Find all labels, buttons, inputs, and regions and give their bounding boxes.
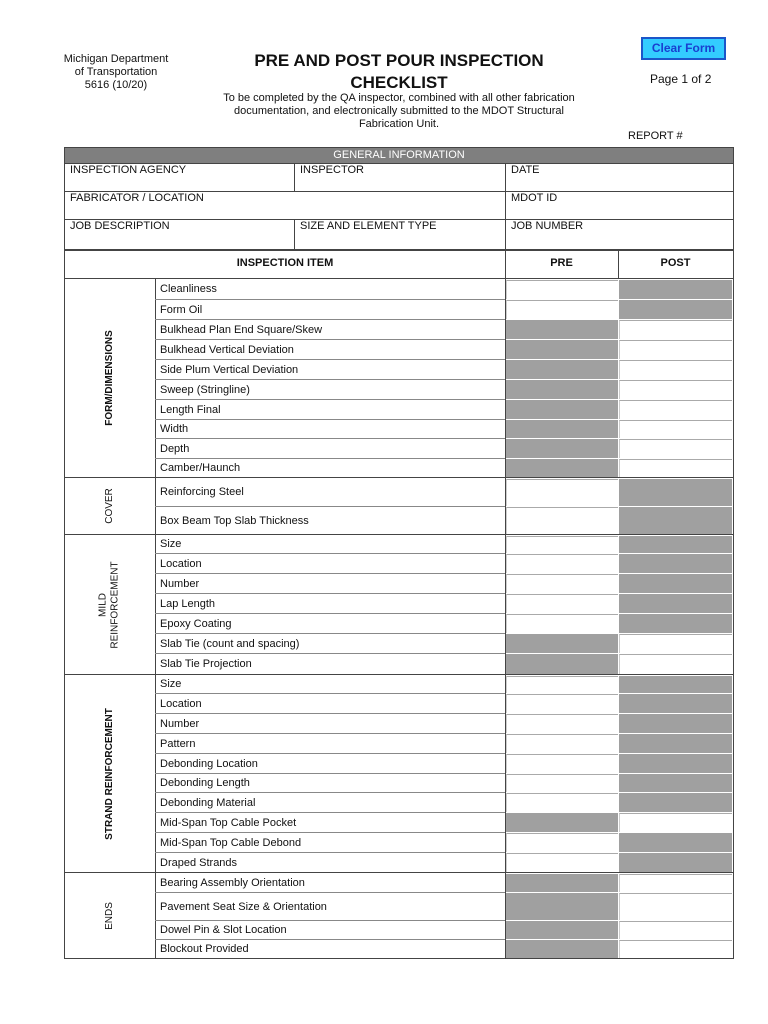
post-checkbox-cell [619,734,732,753]
pre-checkbox-cell [506,420,618,438]
clear-form-button[interactable]: Clear Form [641,37,726,60]
pre-checkbox-cell [506,320,618,339]
item-dowel-pin-slot-location: Dowel Pin & Slot Location [155,920,505,939]
post-checkbox-cell[interactable] [619,634,732,653]
instructions-line-2: documentation, and electronically submitted to the MDOT Structural [234,105,564,117]
post-checkbox-cell [619,694,732,713]
item-strand-size: Size [160,678,182,690]
post-checkbox-cell[interactable] [619,893,732,920]
item-mid-span-top-cable-debond: Mid-Span Top Cable Debond [155,832,505,852]
form-number: 5616 (10/20) [84,79,148,91]
pre-checkbox-cell[interactable] [506,594,618,613]
post-checkbox-cell [619,300,732,319]
inspection-agency-label: INSPECTION AGENCY [70,164,187,176]
pre-header: PRE [550,257,573,269]
page-number: Page 1 of 2 [650,72,712,86]
post-checkbox-cell[interactable] [619,439,732,458]
report-number-label: REPORT # [628,130,683,142]
title-line-2: CHECKLIST [350,73,448,92]
pre-checkbox-cell[interactable] [506,574,618,593]
item-debonding-material: Debonding Material [155,792,505,812]
section-label-ends [65,873,155,958]
post-checkbox-cell[interactable] [619,360,732,379]
item-slab-tie-projection: Slab Tie Projection [155,653,505,674]
instructions-line-1: To be completed by the QA inspector, combined with all other fabrication [223,92,575,104]
post-checkbox-cell [619,714,732,733]
pre-checkbox-cell[interactable] [506,833,618,852]
item-reinforcing-steel: Reinforcing Steel [160,486,244,498]
pre-checkbox-cell[interactable] [506,536,618,553]
post-checkbox-cell [619,614,732,633]
pre-checkbox-cell [506,340,618,359]
item-mild-location: Location [155,553,505,573]
post-checkbox-cell [619,536,732,553]
item-blockout-provided: Blockout Provided [155,939,505,958]
item-bulkhead-vertical-deviation: Bulkhead Vertical Deviation [155,339,505,359]
pre-checkbox-cell [506,940,618,958]
section-title-line-2: REINFORCEMENT [109,560,121,649]
post-checkbox-cell[interactable] [619,459,732,477]
pre-checkbox-cell [506,813,618,832]
post-checkbox-cell [619,574,732,593]
item-epoxy-coating: Epoxy Coating [155,613,505,633]
inspection-agency-field[interactable] [65,164,294,191]
section-title: ENDS [103,901,115,930]
item-draped-strands: Draped Strands [155,852,505,872]
fabricator-location-label: FABRICATOR / LOCATION [70,192,204,204]
instructions-line-3: Fabrication Unit. [358,118,440,130]
pre-checkbox-cell[interactable] [506,694,618,713]
size-element-type-label: SIZE AND ELEMENT TYPE [300,220,437,232]
inspection-checklist-table [64,250,734,959]
post-checkbox-cell[interactable] [619,380,732,399]
inspection-item-header: INSPECTION ITEM [236,257,334,269]
item-debonding-location: Debonding Location [155,753,505,773]
pre-checkbox-cell [506,634,618,653]
item-lap-length: Lap Length [155,593,505,613]
date-field[interactable] [506,164,734,191]
pre-checkbox-cell [506,874,618,892]
page-title [226,50,572,94]
post-checkbox-cell [619,594,732,613]
item-mid-span-top-cable-pocket: Mid-Span Top Cable Pocket [155,812,505,832]
section-title [98,561,122,648]
pre-checkbox-cell [506,459,618,477]
post-checkbox-cell[interactable] [619,400,732,419]
agency-name: Michigan Department [63,53,169,65]
size-element-type-field[interactable] [295,220,505,250]
title-line-1: PRE AND POST POUR INSPECTION [254,51,544,70]
job-description-label: JOB DESCRIPTION [70,220,170,232]
agency-block [46,53,186,92]
pre-checkbox-cell[interactable] [506,734,618,753]
pre-checkbox-cell [506,400,618,419]
pre-checkbox-cell[interactable] [506,280,618,299]
pre-checkbox-cell[interactable] [506,793,618,812]
post-checkbox-cell[interactable] [619,940,732,958]
item-debonding-length: Debonding Length [155,773,505,792]
pre-checkbox-cell [506,654,618,674]
item-side-plum-vertical-deviation: Side Plum Vertical Deviation [155,359,505,379]
section-label-cover [65,478,155,534]
item-mild-size: Size [160,538,182,550]
pre-checkbox-cell[interactable] [506,754,618,773]
general-information-table [64,147,734,250]
post-header: POST [660,257,691,269]
pre-checkbox-cell[interactable] [506,614,618,633]
pre-checkbox-cell [506,360,618,379]
agency-division: of Transportation [74,66,158,78]
pre-checkbox-cell[interactable] [506,774,618,792]
inspector-field[interactable] [295,164,505,191]
pre-checkbox-cell [506,380,618,399]
post-checkbox-cell[interactable] [619,320,732,339]
item-camber-haunch: Camber/Haunch [155,458,505,477]
post-checkbox-cell [619,280,732,299]
pre-checkbox-cell[interactable] [506,554,618,573]
post-checkbox-cell [619,554,732,573]
section-label-form-dimensions [65,279,155,477]
mdot-id-field[interactable] [506,192,734,219]
general-information-heading: GENERAL INFORMATION [65,148,733,163]
section-title-line-1: MILD [97,592,109,617]
item-sweep: Sweep (Stringline) [155,379,505,399]
item-pattern: Pattern [155,733,505,753]
item-width: Width [155,419,505,438]
item-cleanliness: Cleanliness [160,283,217,295]
post-checkbox-cell [619,754,732,773]
job-number-field[interactable] [506,220,734,250]
post-checkbox-cell [619,833,732,852]
section-label-mild-reinforcement [65,535,155,674]
post-checkbox-cell[interactable] [619,874,732,892]
section-title: STRAND REINFORCEMENT [104,707,116,840]
item-box-beam-top-slab-thickness: Box Beam Top Slab Thickness [155,506,505,534]
post-checkbox-cell[interactable] [619,340,732,359]
item-strand-location: Location [155,693,505,713]
post-checkbox-cell [619,793,732,812]
item-strand-number: Number [155,713,505,733]
pre-checkbox-cell [506,893,618,920]
pre-checkbox-cell [506,921,618,939]
post-checkbox-cell[interactable] [619,420,732,438]
pre-checkbox-cell[interactable] [506,507,618,534]
pre-checkbox-cell[interactable] [506,853,618,872]
item-form-oil: Form Oil [155,299,505,319]
item-pavement-seat-size: Pavement Seat Size & Orientation [155,892,505,920]
date-label: DATE [511,164,540,176]
item-depth: Depth [155,438,505,458]
section-title: FORM/DIMENSIONS [104,330,115,426]
job-number-label: JOB NUMBER [511,220,584,232]
pre-checkbox-cell[interactable] [506,714,618,733]
job-description-field[interactable] [65,220,294,250]
instructions [206,92,592,131]
pre-checkbox-cell[interactable] [506,676,618,693]
mdot-id-label: MDOT ID [511,192,558,204]
item-mild-number: Number [155,573,505,593]
pre-checkbox-cell[interactable] [506,300,618,319]
item-slab-tie-count: Slab Tie (count and spacing) [155,633,505,653]
post-checkbox-cell[interactable] [619,654,732,674]
inspector-label: INSPECTOR [300,164,364,176]
post-checkbox-cell [619,507,732,534]
post-checkbox-cell [619,774,732,792]
pre-checkbox-cell [506,439,618,458]
post-checkbox-cell [619,676,732,693]
item-bearing-assembly-orientation: Bearing Assembly Orientation [160,876,305,889]
post-checkbox-cell[interactable] [619,921,732,939]
post-checkbox-cell [619,853,732,872]
fabricator-location-field[interactable] [65,192,505,219]
section-title: COVER [104,488,115,524]
post-checkbox-cell [619,479,732,506]
pre-checkbox-cell[interactable] [506,479,618,506]
section-label-strand-reinforcement [65,675,155,872]
item-bulkhead-plan-end: Bulkhead Plan End Square/Skew [155,319,505,339]
item-length-final: Length Final [155,399,505,419]
post-checkbox-cell[interactable] [619,813,732,832]
